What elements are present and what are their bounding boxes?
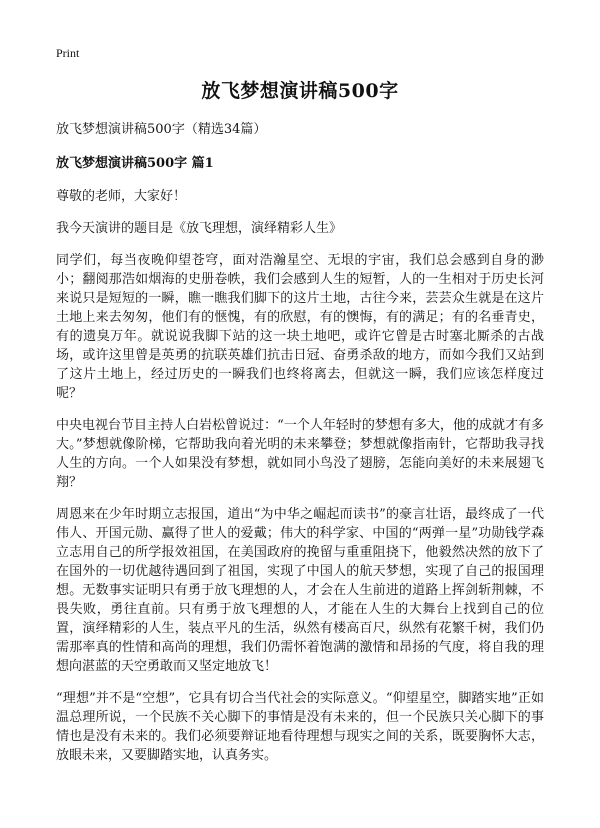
- article-subtitle: 放飞梦想演讲稿500字（精选34篇）: [56, 122, 267, 137]
- article-body: [56, 120, 544, 778]
- page-title: 放飞梦想演讲稿500字: [201, 80, 399, 102]
- paragraph: 同学们，每当夜晚仰望苍穹，面对浩瀚星空、无垠的宇宙，我们总会感到自身的渺小；翻阅那浩如烟海的史册卷帙，我们会感到人生的短暂，人的一生相对于历史长河来说只是短短的一瞬，瞧一瞧我们脚下的这片土地，古往今来，芸芸众生就是在这片土地上来去匆匆，他们有的惬愧，有的欣慰，有的懊悔，有的满足；有的名垂青史，有的遗臭万年。就说说我脚下站的这一块土地吧，或许它曾是古时塞北厮杀的古战场，或许这里曾是英勇的抗联英雄们抗击日冠、奋勇杀敌的地方，而如今我们又站到了这片土地上，经过历史的一瞬我们也终将离去，但就这一瞬，我们应该怎样度过呢？: [56, 253, 544, 401]
- section-heading: 放飞梦想演讲稿500字 篇1: [56, 156, 214, 171]
- paragraph: 中央电视台节目主持人白岩松曾说过：“一个人年轻时的梦想有多大，他的成就才有多大。”梦想就像阶梯，它帮助我向着光明的未来攀登；梦想就像指南针，它帮助我寻找人生的方向。一个人如果没有梦想，就如同小鸟没了翅膀，怎能向美好的未来展翅飞翔？: [56, 418, 544, 490]
- paragraph-greeting: 尊敬的老师，大家好！: [56, 189, 187, 204]
- paragraph: 周恩来在少年时期立志报国，道出“为中华之崛起而读书”的豪言壮语，最终成了一代伟人、开国元勋、赢得了世人的爱戴；伟大的科学家、中国的“两弹一星”功勋钱学森立志用自己的所学报效祖国，在美国政府的挽留与重重阻挠下，他毅然决然的放下了在国外的一切优越待遇回到了祖国，实现了中国人的航天梦想，实现了自己的报国理想。无数事实证明只有勇于放飞理想的人，才会在人生前进的道路上挥剑斩荆棘，不畏失败，勇往直前。只有勇于放飞理想的人，才能在人生的大舞台上找到自己的位置，演绎精彩的人生，装点平凡的生活，纵然有楼高百尺，纵然有花繁千树，我们仍需那率真的性情和高尚的理想，我们仍需怀着饱满的激情和昂扬的气度，将自我的理想向湛蓝的天空勇敢而又坚定地放飞！: [56, 507, 544, 674]
- print-link[interactable]: Print: [56, 46, 80, 60]
- paragraph: “理想”并不是“空想”，它具有切合当代社会的实际意义。“仰望星空，脚踏实地”正如温总理所说，一个民族不关心脚下的事情是没有未来的，但一个民族只关心脚下的事情也是没有未来的。我们必须要辩证地看待理想与现实之间的关系，既要胸怀大志，放眼未来，又要脚踏实地，认真务实。: [56, 691, 544, 763]
- paragraph-topic: 我今天演讲的题目是《放飞理想，演绎精彩人生》: [56, 221, 343, 236]
